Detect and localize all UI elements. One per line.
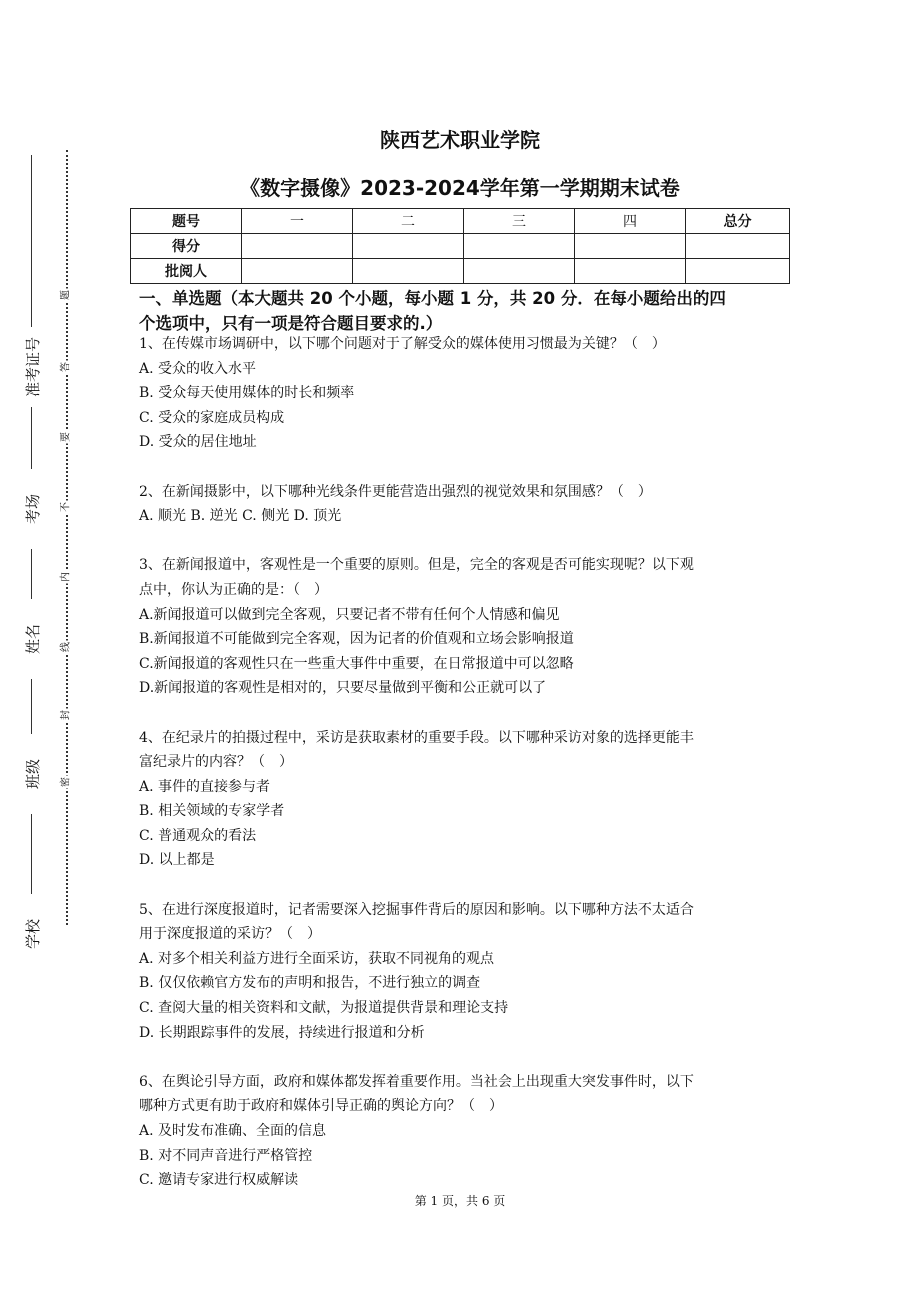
- reviewer-cell[interactable]: [464, 259, 575, 284]
- reviewer-table-row: [131, 259, 790, 284]
- question-6: [139, 1070, 787, 1193]
- answer-option: A. 对多个相关利益方进行全面采访，获取不同视角的观点: [139, 950, 495, 967]
- question-stem: 1、在传媒市场调研中，以下哪个问题对于了解受众的媒体使用习惯最为关键？（ ）: [139, 336, 666, 352]
- answer-option: B. 相关领域的专家学者: [139, 803, 285, 820]
- reviewer-cell[interactable]: [686, 259, 790, 284]
- answer-option: C. 邀请专家进行权威解读: [139, 1172, 299, 1189]
- question-stem: 富纪录片的内容？（ ）: [139, 754, 293, 771]
- seal-char: 封: [60, 710, 72, 720]
- score-cell[interactable]: [242, 234, 353, 259]
- class-field-label: 班级: [24, 734, 42, 814]
- seal-char: 要: [60, 432, 72, 442]
- score-table: [130, 208, 790, 284]
- question-5: [139, 898, 787, 1046]
- exam-title: 《数字摄像》2023-2024学年第一学期期末试卷: [240, 176, 680, 200]
- answer-option: A. 受众的收入水平: [139, 360, 257, 377]
- school-name: 陕西艺术职业学院: [380, 128, 540, 152]
- answer-option: C. 受众的家庭成员构成: [139, 409, 285, 426]
- score-table-header-cell: 二: [353, 209, 464, 234]
- seal-char: 不: [60, 502, 72, 512]
- seal-char: 题: [60, 290, 72, 300]
- answer-option: A. 事件的直接参与者: [139, 778, 271, 795]
- question-stem: 点中，你认为正确的是：（ ）: [139, 581, 328, 598]
- answer-option: C.新闻报道的客观性只在一些重大事件中重要，在日常报道中可以忽略: [139, 655, 574, 672]
- school-field-label: 学校: [24, 894, 42, 974]
- seal-char: 答: [60, 362, 72, 372]
- seal-char: 内: [60, 572, 72, 582]
- score-table-header-cell: 三: [464, 209, 575, 234]
- exam-room-field-label: 考场: [24, 469, 42, 549]
- seal-char: 线: [60, 642, 72, 652]
- question-stem: 6、在舆论引导方面，政府和媒体都发挥着重要作用。当社会上出现重大突发事件时，以下: [139, 1073, 694, 1090]
- answer-option: B.新闻报道不可能做到完全客观，因为记者的价值观和立场会影响报道: [139, 631, 574, 648]
- question-stem: 5、在进行深度报道时，记者需要深入挖掘事件背后的原因和影响。以下哪种方法不太适合: [139, 901, 694, 918]
- answer-option: D. 以上都是: [139, 852, 215, 869]
- answer-option: B. 仅仅依赖官方发布的声明和报告，不进行独立的调查: [139, 975, 481, 992]
- reviewer-row-label: 批阅人: [131, 259, 242, 284]
- seal-char: 密: [60, 777, 72, 787]
- score-cell[interactable]: [464, 234, 575, 259]
- page-number: 第 1 页，共 6 页: [414, 1194, 506, 1208]
- reviewer-cell[interactable]: [242, 259, 353, 284]
- question-stem: 用于深度报道的采访？（ ）: [139, 926, 321, 943]
- question-4: [139, 726, 787, 874]
- exam-id-field-label: 准考证号: [24, 327, 42, 407]
- answer-option: D. 长期跟踪事件的发展，持续进行报道和分析: [139, 1024, 425, 1041]
- question-list: [139, 332, 787, 1217]
- name-field-label: 姓名: [24, 599, 42, 679]
- section-heading: [139, 286, 789, 336]
- question-stem: 2、在新闻摄影中，以下哪种光线条件更能营造出强烈的视觉效果和氛围感？（ ）: [139, 483, 652, 500]
- answer-option: C. 普通观众的看法: [139, 827, 257, 844]
- answer-option: A.新闻报道可以做到完全客观，只要记者不带有任何个人情感和偏见: [139, 606, 560, 623]
- binding-line: [31, 155, 32, 953]
- score-row-label: 得分: [131, 234, 242, 259]
- score-cell[interactable]: [575, 234, 686, 259]
- answer-option: D. 受众的居住地址: [139, 434, 257, 451]
- answer-option: B. 受众每天使用媒体的时长和频率: [139, 385, 355, 402]
- section-heading-line: 一、单选题（本大题共 20 个小题，每小题 1 分，共 20 分．在每小题给出的四: [139, 289, 726, 308]
- question-stem: 3、在新闻报道中，客观性是一个重要的原则。但是，完全的客观是否可能实现呢？以下观: [139, 557, 694, 574]
- question-1: [139, 332, 787, 455]
- reviewer-cell[interactable]: [575, 259, 686, 284]
- section-heading-line: 个选项中，只有一项是符合题目要求的.）: [139, 314, 443, 333]
- answer-option: B. 对不同声音进行严格管控: [139, 1147, 313, 1164]
- score-table-header-cell: 一: [242, 209, 353, 234]
- score-table-header-cell: 四: [575, 209, 686, 234]
- seal-dotted-line: [66, 150, 68, 925]
- answer-option: A. 顺光 B. 逆光 C. 侧光 D. 顶光: [139, 508, 342, 525]
- reviewer-cell[interactable]: [353, 259, 464, 284]
- question-stem: 哪种方式更有助于政府和媒体引导正确的舆论方向？（ ）: [139, 1098, 503, 1115]
- answer-option: C. 查阅大量的相关资料和文献，为报道提供背景和理论支持: [139, 1000, 509, 1017]
- question-2: [139, 480, 787, 529]
- question-3: [139, 553, 787, 701]
- score-cell[interactable]: [686, 234, 790, 259]
- answer-option: D.新闻报道的客观性是相对的，只要尽量做到平衡和公正就可以了: [139, 680, 547, 697]
- score-table-header-row: [131, 209, 790, 234]
- score-table-header-cell: 总分: [686, 209, 790, 234]
- score-table-header-cell: 题号: [131, 209, 242, 234]
- score-cell[interactable]: [353, 234, 464, 259]
- question-stem: 4、在纪录片的拍摄过程中，采访是获取素材的重要手段。以下哪种采访对象的选择更能丰: [139, 729, 694, 746]
- answer-option: A. 及时发布准确、全面的信息: [139, 1123, 327, 1139]
- score-table-row: [131, 234, 790, 259]
